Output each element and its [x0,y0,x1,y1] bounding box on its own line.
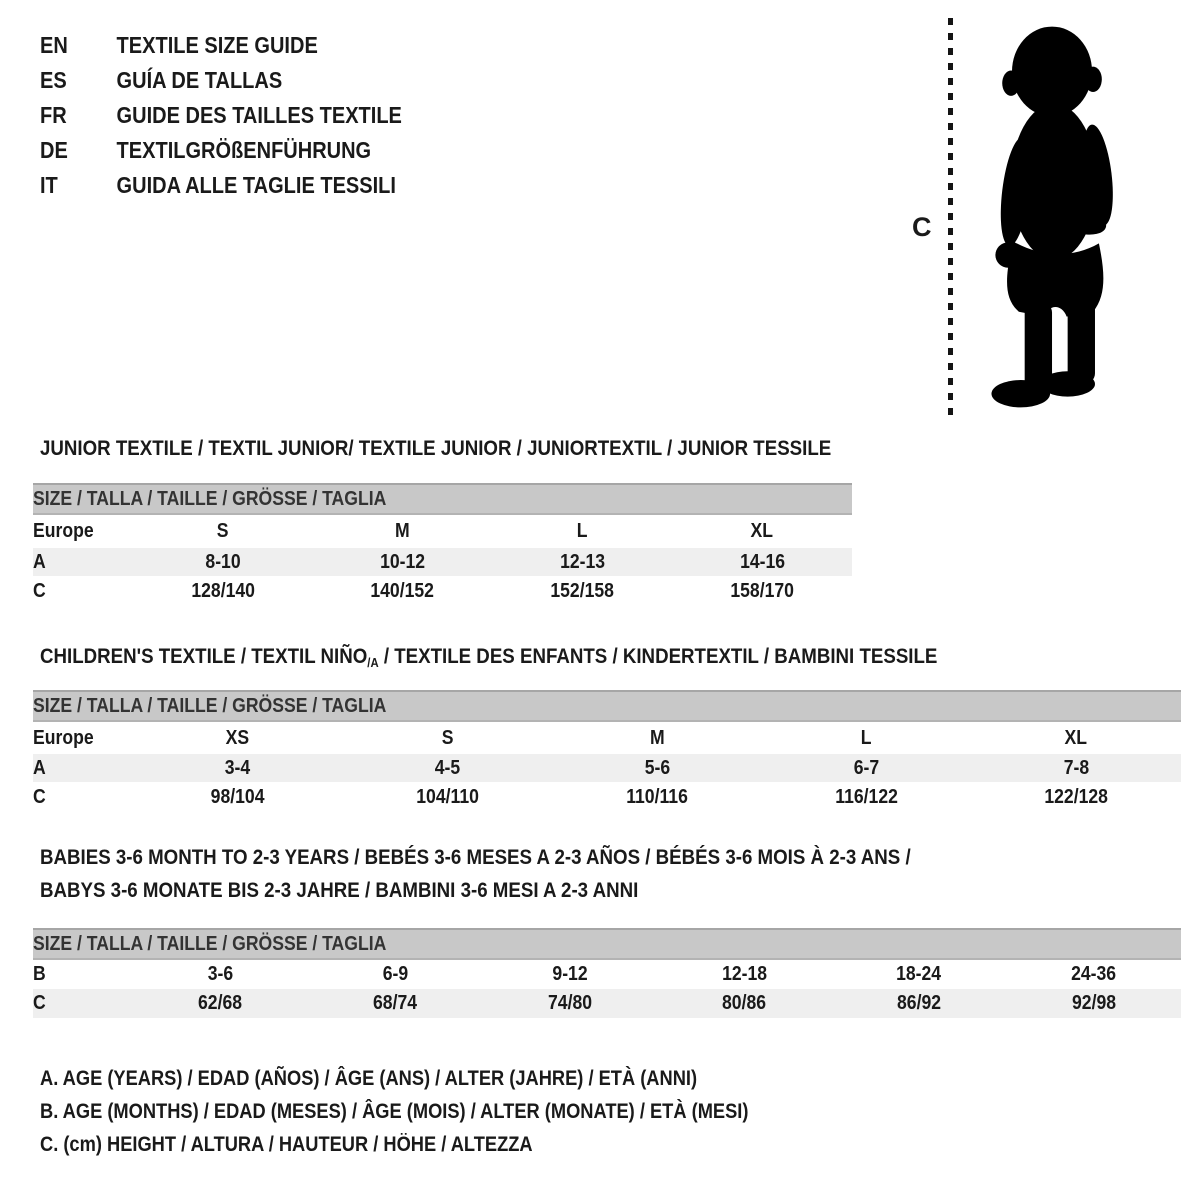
height-cell: 98/104 [210,786,265,808]
size-cell: XS [226,726,250,749]
size-cell: XL [750,520,774,542]
size-cell: S [441,726,454,749]
size-header-band [33,484,852,514]
size-header-band [33,929,1181,959]
age-cell: 3-6 [207,963,234,985]
table-row [33,782,1181,813]
row-label: C [33,786,46,808]
table-row [33,548,852,576]
language-label: GUIDE DES TAILLES TEXTILE [116,102,402,128]
language-row [40,63,402,98]
age-cell: 24-36 [1071,963,1117,985]
age-cell: 12-18 [721,963,767,985]
language-code: DE [40,137,68,163]
babies-size-table [33,928,1181,1018]
row-label: Europe [33,520,94,542]
size-cell: M [649,726,665,749]
age-cell: 18-24 [896,963,942,985]
language-row [40,133,402,168]
size-cell: M [395,520,410,542]
table-row [33,514,852,548]
table-row [33,959,1181,989]
language-label: TEXTILE SIZE GUIDE [116,32,318,58]
language-row [40,168,402,203]
size-header-band [33,691,1181,721]
age-cell: 14-16 [739,550,785,573]
measurement-legend [40,1062,854,1161]
age-cell: 12-13 [559,550,605,573]
height-cell: 128/140 [191,580,255,602]
row-label: A [33,756,46,779]
children-size-table [33,690,1181,813]
table-row [33,576,852,607]
height-measure-label: C [912,212,932,242]
junior-section-title: JUNIOR TEXTILE / TEXTIL JUNIOR/ TEXTILE JUNIOR / JUNIORTEXTIL / JUNIOR TESSILE [40,436,832,460]
size-cell: L [861,726,872,749]
toddler-silhouette-icon [970,14,1136,418]
age-cell: 10-12 [380,550,426,573]
row-label: Europe [33,726,94,749]
age-cell: 9-12 [552,963,588,985]
language-label: GUIDA ALLE TAGLIE TESSILI [116,172,396,198]
age-cell: 7-8 [1063,756,1089,779]
height-cell: 80/86 [722,992,767,1014]
language-row [40,98,402,133]
row-label: A [33,550,46,573]
language-code: EN [40,32,68,58]
size-header-label: SIZE / TALLA / TAILLE / GRÖSSE / TAGLIA [33,694,387,717]
age-cell: 8-10 [205,550,241,573]
table-row [33,721,1181,754]
row-label: C [33,992,46,1014]
height-cell: 152/158 [550,580,615,602]
language-list [40,28,402,203]
height-cell: 62/68 [198,992,243,1014]
legend-line-c: C. (cm) HEIGHT / ALTURA / HAUTEUR / HÖHE / ALTEZZA [40,1133,533,1156]
children-title-suffix: / TEXTILE DES ENFANTS / KINDERTEXTIL / BAMBINI TESSILE [378,644,938,668]
table-row [33,754,1181,782]
height-cell: 140/152 [370,580,435,602]
language-row [40,28,402,63]
language-label: GUÍA DE TALLAS [116,67,283,93]
height-cell: 92/98 [1071,992,1116,1014]
babies-section-title-line2: BABYS 3-6 MONATE BIS 2-3 JAHRE / BAMBINI 3-6 MESI A 2-3 ANNI [40,878,639,902]
age-cell: 6-7 [853,756,880,779]
language-code: IT [40,172,58,198]
size-header-label: SIZE / TALLA / TAILLE / GRÖSSE / TAGLIA [33,932,387,955]
height-cell: 122/128 [1044,786,1108,808]
language-label: TEXTILGRÖßENFÜHRUNG [116,137,372,163]
size-header-label: SIZE / TALLA / TAILLE / GRÖSSE / TAGLIA [33,487,387,510]
children-title-subscript: /A [367,655,379,670]
height-cell: 86/92 [896,992,941,1014]
height-cell: 110/116 [626,786,688,808]
language-code: ES [40,67,67,93]
language-code: FR [40,102,67,128]
age-cell: 6-9 [382,963,408,985]
age-cell: 4-5 [434,756,461,779]
size-cell: L [576,520,588,542]
age-cell: 5-6 [644,756,670,779]
size-cell: XL [1064,726,1088,749]
height-cell: 68/74 [372,992,418,1014]
legend-line-b: B. AGE (MONTHS) / EDAD (MESES) / ÂGE (MOIS) / ALTER (MONATE) / ETÀ (MESI) [40,1100,749,1123]
babies-section-title-line1: BABIES 3-6 MONTH TO 2-3 YEARS / BEBÉS 3-6 MESES A 2-3 AÑOS / BÉBÉS 3-6 MOIS À 2-3 ANS / [40,845,911,869]
size-cell: S [217,520,229,542]
height-cell: 158/170 [730,580,794,602]
age-cell: 3-4 [225,756,251,779]
table-row [33,989,1181,1018]
height-measure-dashed-line [948,18,953,416]
height-cell: 116/122 [835,786,898,808]
children-section-title [40,644,937,670]
junior-size-table [33,483,852,607]
height-cell: 104/110 [416,786,479,808]
height-cell: 74/80 [547,992,592,1014]
row-label: B [33,963,46,985]
children-title-prefix: CHILDREN'S TEXTILE / TEXTIL NIÑO [40,644,368,668]
legend-line-a: A. AGE (YEARS) / EDAD (AÑOS) / ÂGE (ANS) / ALTER (JAHRE) / ETÀ (ANNI) [40,1067,698,1090]
row-label: C [33,580,46,602]
